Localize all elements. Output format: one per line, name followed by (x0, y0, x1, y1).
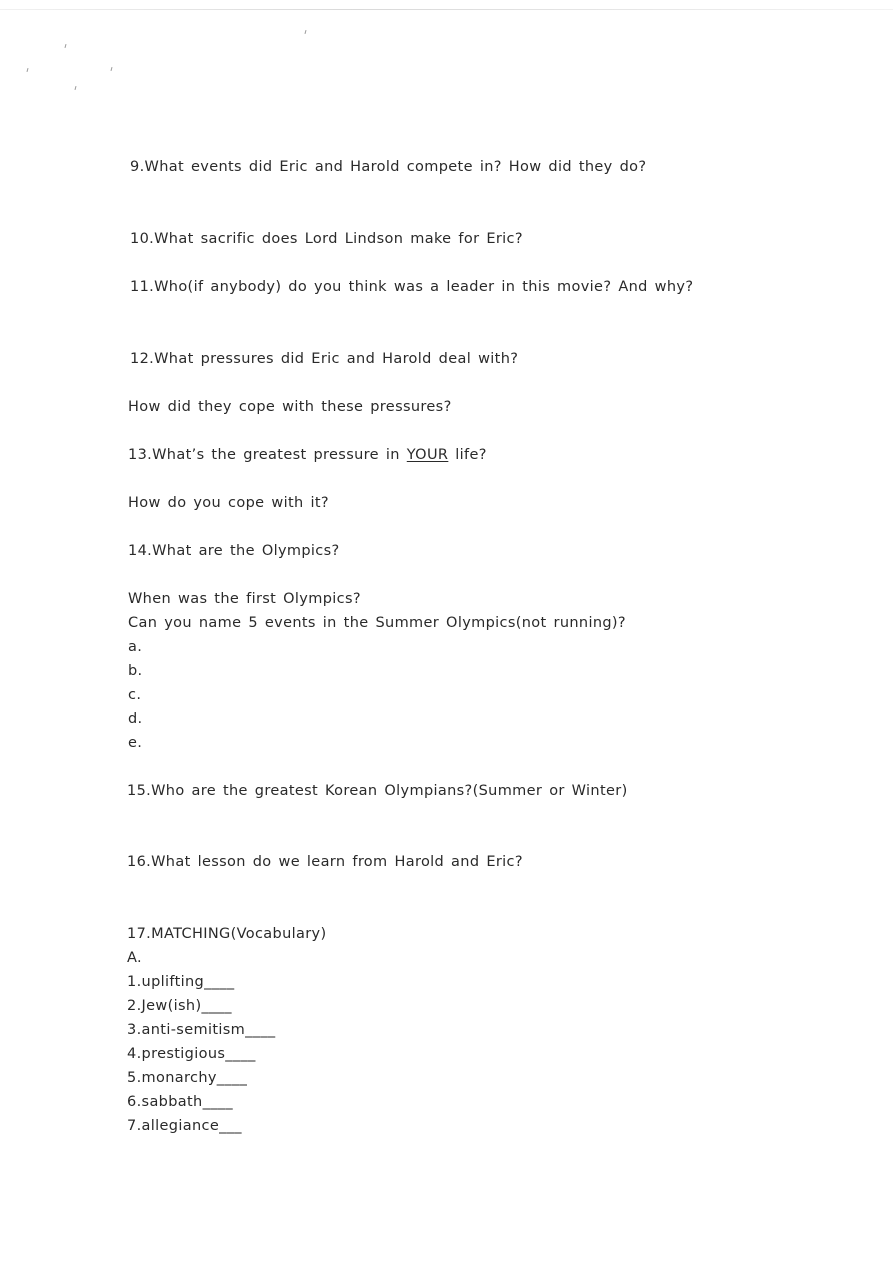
question-15: 15.Who are the greatest Korean Olympians?(Summer or Winter) (127, 783, 628, 799)
answer-letter: e. (128, 735, 143, 751)
scan-speck (110, 67, 112, 71)
question-9: 9.What events did Eric and Harold compete in? How did they do? (130, 159, 647, 175)
answer-letter: a. (128, 639, 143, 655)
question-16: 16.What lesson do we learn from Harold and Eric? (127, 854, 523, 870)
question-12: 12.What pressures did Eric and Harold deal with? (130, 351, 519, 367)
answer-letter: d. (128, 711, 143, 727)
answer-letter: b. (128, 663, 143, 679)
vocab-item: 7.allegiance___ (127, 1118, 242, 1134)
scan-speck (26, 68, 28, 72)
vocab-item: 1.uplifting____ (127, 974, 235, 990)
scan-speck (304, 30, 306, 34)
vocab-item: 2.Jew(ish)____ (127, 998, 232, 1014)
vocab-item: 5.monarchy____ (127, 1070, 248, 1086)
question-13-text-end: life? (448, 447, 487, 463)
vocab-item: 3.anti-semitism____ (127, 1022, 276, 1038)
question-14-name-events: Can you name 5 events in the Summer Olympics(not running)? (128, 615, 626, 631)
vocab-item: 4.prestigious____ (127, 1046, 256, 1062)
question-13-followup: How do you cope with it? (128, 495, 329, 511)
question-13 (128, 446, 487, 464)
question-13-emphasis: YOUR (406, 447, 449, 463)
question-11: 11.Who(if anybody) do you think was a leader in this movie? And why? (130, 279, 694, 295)
question-13-text: 13.What’s the greatest pressure in (128, 447, 407, 463)
question-14-first-olympics: When was the first Olympics? (128, 591, 361, 607)
question-14: 14.What are the Olympics? (128, 543, 340, 559)
scan-speck (64, 44, 66, 48)
question-12-followup: How did they cope with these pressures? (128, 399, 452, 415)
question-10: 10.What sacrific does Lord Lindson make for Eric? (130, 231, 523, 247)
vocab-item: 6.sabbath____ (127, 1094, 233, 1110)
question-17: 17.MATCHING(Vocabulary) (127, 926, 327, 942)
scan-speck (74, 86, 76, 90)
scan-edge (0, 9, 893, 10)
section-a-label: A. (127, 950, 142, 966)
answer-letter: c. (128, 687, 142, 703)
